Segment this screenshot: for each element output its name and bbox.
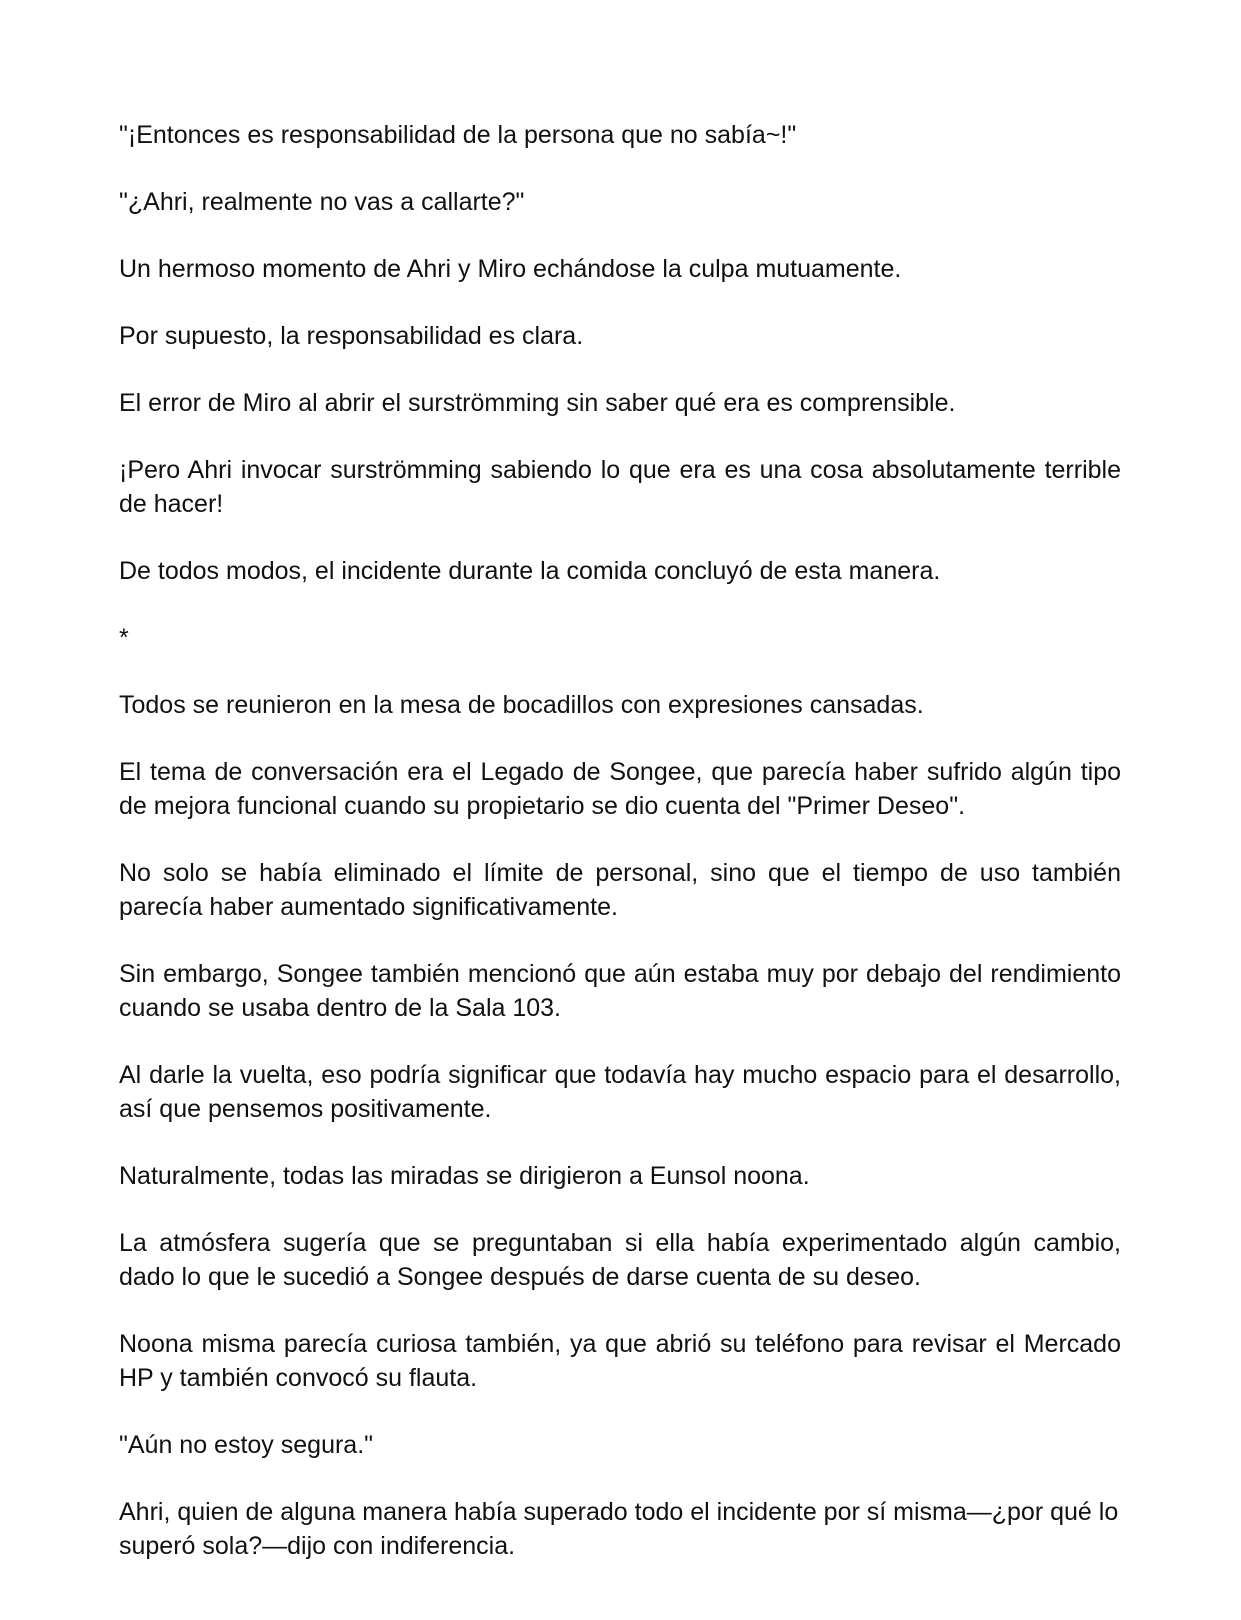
paragraph: Sin embargo, Songee también mencionó que aún estaba muy por debajo del rendimiento cuando se usaba dentro de la Sala 103. xyxy=(119,960,1121,1022)
paragraph: "¡Entonces es responsabilidad de la persona que no sabía~!" xyxy=(119,121,797,149)
paragraph: Ahri, quien de alguna manera había superado todo el incidente por sí misma—¿por qué lo superó sola?—dijo con indiferencia. xyxy=(119,1498,1119,1560)
paragraph: De todos modos, el incidente durante la comida concluyó de esta manera. xyxy=(119,557,941,585)
paragraph: "Aún no estoy segura." xyxy=(119,1431,374,1459)
paragraph: Por supuesto, la responsabilidad es clara. xyxy=(119,322,584,350)
paragraph: Naturalmente, todas las miradas se dirigieron a Eunsol noona. xyxy=(119,1162,810,1190)
paragraph: Noona misma parecía curiosa también, ya que abrió su teléfono para revisar el Mercado HP y también convocó su flauta. xyxy=(119,1330,1121,1392)
paragraph: No solo se había eliminado el límite de personal, sino que el tiempo de uso también parecía haber aumentado significativamente. xyxy=(119,859,1121,921)
paragraph: Al darle la vuelta, eso podría significar que todavía hay mucho espacio para el desarrollo, así que pensemos positivamente. xyxy=(119,1061,1121,1123)
document-body xyxy=(119,118,1121,1596)
paragraph: El tema de conversación era el Legado de Songee, que parecía haber sufrido algún tipo de mejora funcional cuando su propietario se dio cuenta del "Primer Deseo". xyxy=(119,758,1121,820)
paragraph: "¿Ahri, realmente no vas a callarte?" xyxy=(119,188,525,216)
paragraph: El error de Miro al abrir el surströmming sin saber qué era es comprensible. xyxy=(119,389,956,417)
paragraph: Todos se reunieron en la mesa de bocadillos con expresiones cansadas. xyxy=(119,691,924,719)
paragraph: ¡Pero Ahri invocar surströmming sabiendo lo que era es una cosa absolutamente terrible de hacer! xyxy=(119,456,1121,518)
scene-break: * xyxy=(119,624,129,652)
paragraph: Un hermoso momento de Ahri y Miro echándose la culpa mutuamente. xyxy=(119,255,902,283)
paragraph: La atmósfera sugería que se preguntaban si ella había experimentado algún cambio, dado lo que le sucedió a Songee después de darse cuenta de su deseo. xyxy=(119,1229,1121,1291)
